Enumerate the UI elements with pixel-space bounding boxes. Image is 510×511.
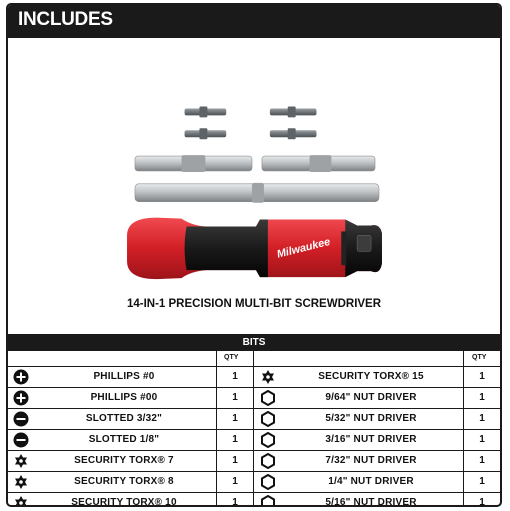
bits-table-row <box>8 409 500 430</box>
slotted-icon <box>13 432 29 448</box>
bit-qty-left: 1 <box>232 476 238 487</box>
bit-qty-right: 1 <box>479 497 485 507</box>
bit-qty-right: 1 <box>479 413 485 424</box>
bit-qty-left: 1 <box>232 455 238 466</box>
bit-qty-left: 1 <box>232 392 238 403</box>
bits-table-row <box>8 367 500 388</box>
screwdriver-handle <box>127 218 382 279</box>
bits-table-row <box>8 430 500 451</box>
slotted-icon <box>13 411 29 427</box>
bit-name-left: PHILLIPS #00 <box>90 392 158 403</box>
bit-slotted-double <box>270 106 317 117</box>
includes-panel <box>6 3 502 507</box>
bit-phillips-double <box>185 106 227 117</box>
qty-header-row <box>8 351 500 367</box>
bits-table-row <box>8 451 500 472</box>
bit-name-left: SLOTTED 1/8" <box>88 434 160 445</box>
security-torx-icon <box>260 369 276 385</box>
hex-nut-icon <box>260 474 276 490</box>
bit-name-right: 7/32" NUT DRIVER <box>325 455 417 466</box>
product-illustration <box>8 38 500 293</box>
bit-qty-left: 1 <box>232 413 238 424</box>
bit-name-left: SLOTTED 3/32" <box>85 413 163 424</box>
nut-driver-long <box>135 183 379 203</box>
bit-qty-left: 1 <box>232 434 238 445</box>
bit-qty-right: 1 <box>479 455 485 466</box>
bits-table-row <box>8 388 500 409</box>
bits-table-row <box>8 472 500 493</box>
hex-nut-icon <box>260 495 276 507</box>
bit-name-right: 3/16" NUT DRIVER <box>325 434 417 445</box>
phillips-icon <box>13 369 29 385</box>
bit-name-right: 9/64" NUT DRIVER <box>325 392 417 403</box>
bit-name-right: 5/16" NUT DRIVER <box>325 497 417 507</box>
bit-name-left: PHILLIPS #0 <box>93 371 155 382</box>
bit-name-left: SECURITY TORX® 8 <box>74 476 174 487</box>
bit-name-right: SECURITY TORX® 15 <box>318 371 424 382</box>
bit-qty-left: 1 <box>232 371 238 382</box>
nut-driver-socket-right <box>262 155 375 172</box>
bit-name-left: SECURITY TORX® 7 <box>74 455 174 466</box>
hex-nut-icon <box>260 432 276 448</box>
bit-qty-right: 1 <box>479 434 485 445</box>
bit-torx-double <box>270 128 317 139</box>
bit-name-right: 1/4" NUT DRIVER <box>328 476 414 487</box>
security-torx-icon <box>13 453 29 469</box>
hex-nut-icon <box>260 390 276 406</box>
bits-rows <box>8 367 500 507</box>
brand-logo: Milwaukee <box>275 235 332 261</box>
security-torx-icon <box>13 495 29 507</box>
bit-name-left: SECURITY TORX® 10 <box>71 497 177 507</box>
includes-title: INCLUDES <box>18 9 113 30</box>
qty-header-left: QTY <box>224 354 239 361</box>
bit-qty-left: 1 <box>232 497 238 507</box>
bit-qty-right: 1 <box>479 371 485 382</box>
bit-phillips-double-2 <box>185 128 227 139</box>
includes-header <box>8 5 500 38</box>
phillips-icon <box>13 390 29 406</box>
bit-qty-right: 1 <box>479 392 485 403</box>
hex-nut-icon <box>260 453 276 469</box>
bit-name-right: 5/32" NUT DRIVER <box>325 413 417 424</box>
security-torx-icon <box>13 474 29 490</box>
nut-driver-socket-left <box>135 155 252 172</box>
qty-header-right: QTY <box>472 354 487 361</box>
bit-qty-right: 1 <box>479 476 485 487</box>
product-title: 14-IN-1 PRECISION MULTI-BIT SCREWDRIVER <box>126 298 382 310</box>
bits-table <box>8 334 500 507</box>
hex-nut-icon <box>260 411 276 427</box>
bits-table-header: BITS <box>8 334 500 351</box>
bits-table-row <box>8 493 500 507</box>
